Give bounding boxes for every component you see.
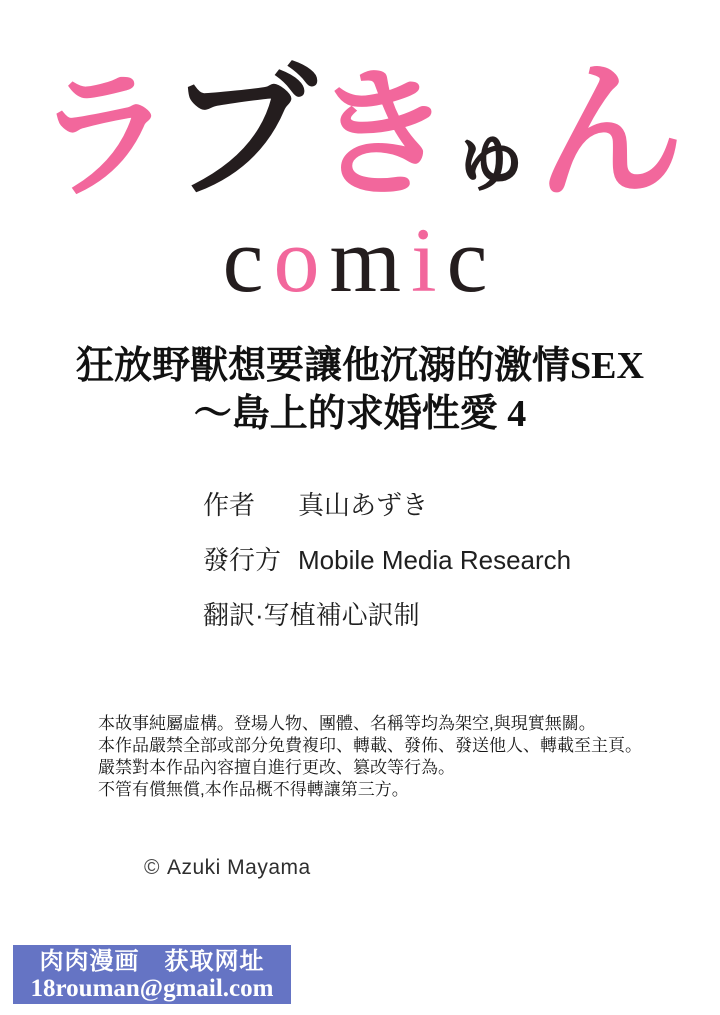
credit-value: 真山あずき (298, 490, 429, 520)
credit-row-publisher (203, 545, 571, 575)
copyright-line (144, 856, 311, 880)
publisher-logo-word (0, 209, 720, 311)
credit-label: 發行方 (203, 545, 282, 575)
book-title (0, 342, 720, 438)
copyright-icon: © (144, 856, 160, 879)
disclaimer-line: 本作品嚴禁全部或部分免費複印、轉載、發佈、發送他人、轉載至主頁。 (98, 736, 642, 755)
copyright-name: Azuki Mayama (166, 856, 311, 879)
credit-value: 補心訳制 (315, 600, 420, 630)
disclaimer-line: 不管有償無償,本作品概不得轉讓第三方。 (98, 780, 409, 799)
credit-value: Mobile Media Research (298, 545, 572, 575)
book-title-line-1: 狂放野獸想要讓他沉溺的激情SEX (76, 345, 644, 387)
watermark-banner (13, 945, 291, 1004)
book-title-line-2: ～島上的求婚性愛 4 (193, 393, 527, 435)
credit-row-author (203, 490, 571, 520)
publisher-logo-kana (0, 46, 720, 220)
disclaimer-block (98, 713, 658, 801)
logo-kana-char: ブ (167, 52, 316, 216)
watermark-email: 18rouman@gmail.com (30, 974, 274, 1002)
logo-kana-char: き (311, 59, 452, 214)
logo-kana-char: ラ (30, 55, 180, 218)
credit-row-translation (203, 600, 571, 630)
logo-letter: c (222, 209, 274, 311)
logo-letter: i (411, 209, 447, 311)
disclaimer-line: 本故事純屬虛構。登場人物、團體、名稱等均為架空,與現實無關。 (98, 714, 596, 733)
credits-block (203, 490, 571, 655)
disclaimer-line: 嚴禁對本作品內容擅自進行更改、篡改等行為。 (98, 758, 455, 777)
logo-kana-char: ん (529, 46, 689, 220)
logo-letter: c (446, 209, 498, 311)
watermark-site-name: 肉肉漫画 获取网址 (39, 947, 265, 975)
credit-label: 翻訳·写植 (203, 600, 316, 630)
logo-letter: o (273, 209, 330, 311)
credit-label: 作者 (203, 490, 256, 520)
logo-letter: m (329, 209, 411, 311)
logo-kana-char: ゅ (450, 110, 533, 201)
